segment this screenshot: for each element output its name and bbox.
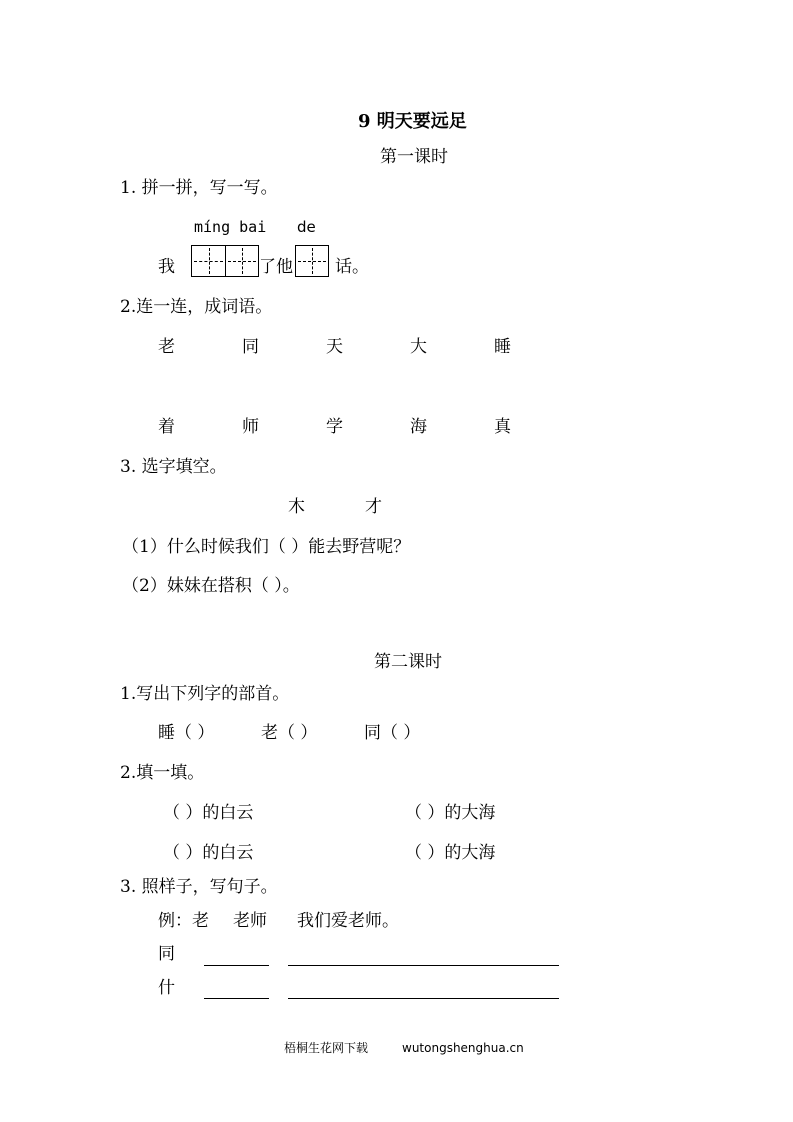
match-top-char[interactable]: 睡 (494, 337, 511, 357)
sentence-answer-line[interactable] (288, 998, 559, 999)
lesson2-q1-title: 1.写出下列字的部首。 (120, 684, 290, 704)
fill-phrase[interactable]: （ ）的白云 (163, 843, 254, 863)
lesson1-heading: 第一课时 (380, 147, 448, 167)
lesson2-q3-title: 3. 照样子，写句子。 (120, 877, 278, 897)
page-title: 9 明天要远足 (358, 111, 467, 132)
match-bottom-char[interactable]: 学 (326, 417, 343, 437)
lesson1-q1-title: 1. 拼一拼，写一写。 (120, 178, 278, 198)
match-bottom-char[interactable]: 海 (410, 417, 427, 437)
lesson1-q3-title: 3. 选字填空。 (120, 457, 227, 477)
match-top-char[interactable]: 天 (326, 337, 343, 357)
radical-blank[interactable]: 同（ ） (364, 723, 421, 743)
match-bottom-char[interactable]: 着 (158, 417, 175, 437)
sentence-char: 同 (158, 944, 175, 964)
writing-grid-mingbai[interactable] (191, 245, 259, 277)
match-top-char[interactable]: 同 (242, 337, 259, 357)
word-answer-line[interactable] (204, 998, 269, 999)
lesson1-q2-title: 2.连一连，成词语。 (120, 297, 273, 317)
writing-grid-de[interactable] (295, 245, 329, 277)
fill-phrase[interactable]: （ ）的白云 (163, 803, 254, 823)
pinyin-de: de (297, 218, 316, 236)
footer-url[interactable]: wutongshenghua.cn (402, 1041, 524, 1055)
example-word: 老师 (233, 911, 267, 931)
lesson2-q2-title: 2.填一填。 (120, 763, 205, 783)
example-label: 例：老 (158, 911, 209, 931)
fill-phrase[interactable]: （ ）的大海 (405, 803, 496, 823)
sentence-answer-line[interactable] (288, 965, 559, 966)
fill-blank-item[interactable]: （1）什么时候我们（ ）能去野营呢？ (122, 537, 411, 557)
sentence-char: 什 (158, 978, 175, 998)
match-top-char[interactable]: 大 (410, 337, 427, 357)
example-sentence: 我们爱老师。 (297, 911, 399, 931)
match-top-char[interactable]: 老 (158, 337, 175, 357)
pinyin-mingbai: míng bai (194, 218, 267, 236)
writing-cell[interactable] (296, 246, 328, 276)
writing-cell[interactable] (192, 246, 225, 276)
writing-cell[interactable] (225, 246, 258, 276)
q1-suffix-text: 话。 (335, 257, 369, 277)
match-bottom-char[interactable]: 真 (494, 417, 511, 437)
footer-source: 梧桐生花网下载 (284, 1041, 369, 1055)
choice-option: 才 (365, 497, 382, 517)
choice-option: 木 (288, 497, 305, 517)
q1-middle-text: 了他 (259, 257, 293, 277)
q1-prefix-text: 我 (158, 257, 175, 277)
fill-phrase[interactable]: （ ）的大海 (405, 843, 496, 863)
match-bottom-char[interactable]: 师 (242, 417, 259, 437)
word-answer-line[interactable] (204, 965, 269, 966)
fill-blank-item[interactable]: （2）妹妹在搭积（ ）。 (122, 576, 300, 596)
radical-blank[interactable]: 睡（ ） (158, 723, 215, 743)
lesson2-heading: 第二课时 (374, 652, 442, 672)
radical-blank[interactable]: 老（ ） (261, 723, 318, 743)
